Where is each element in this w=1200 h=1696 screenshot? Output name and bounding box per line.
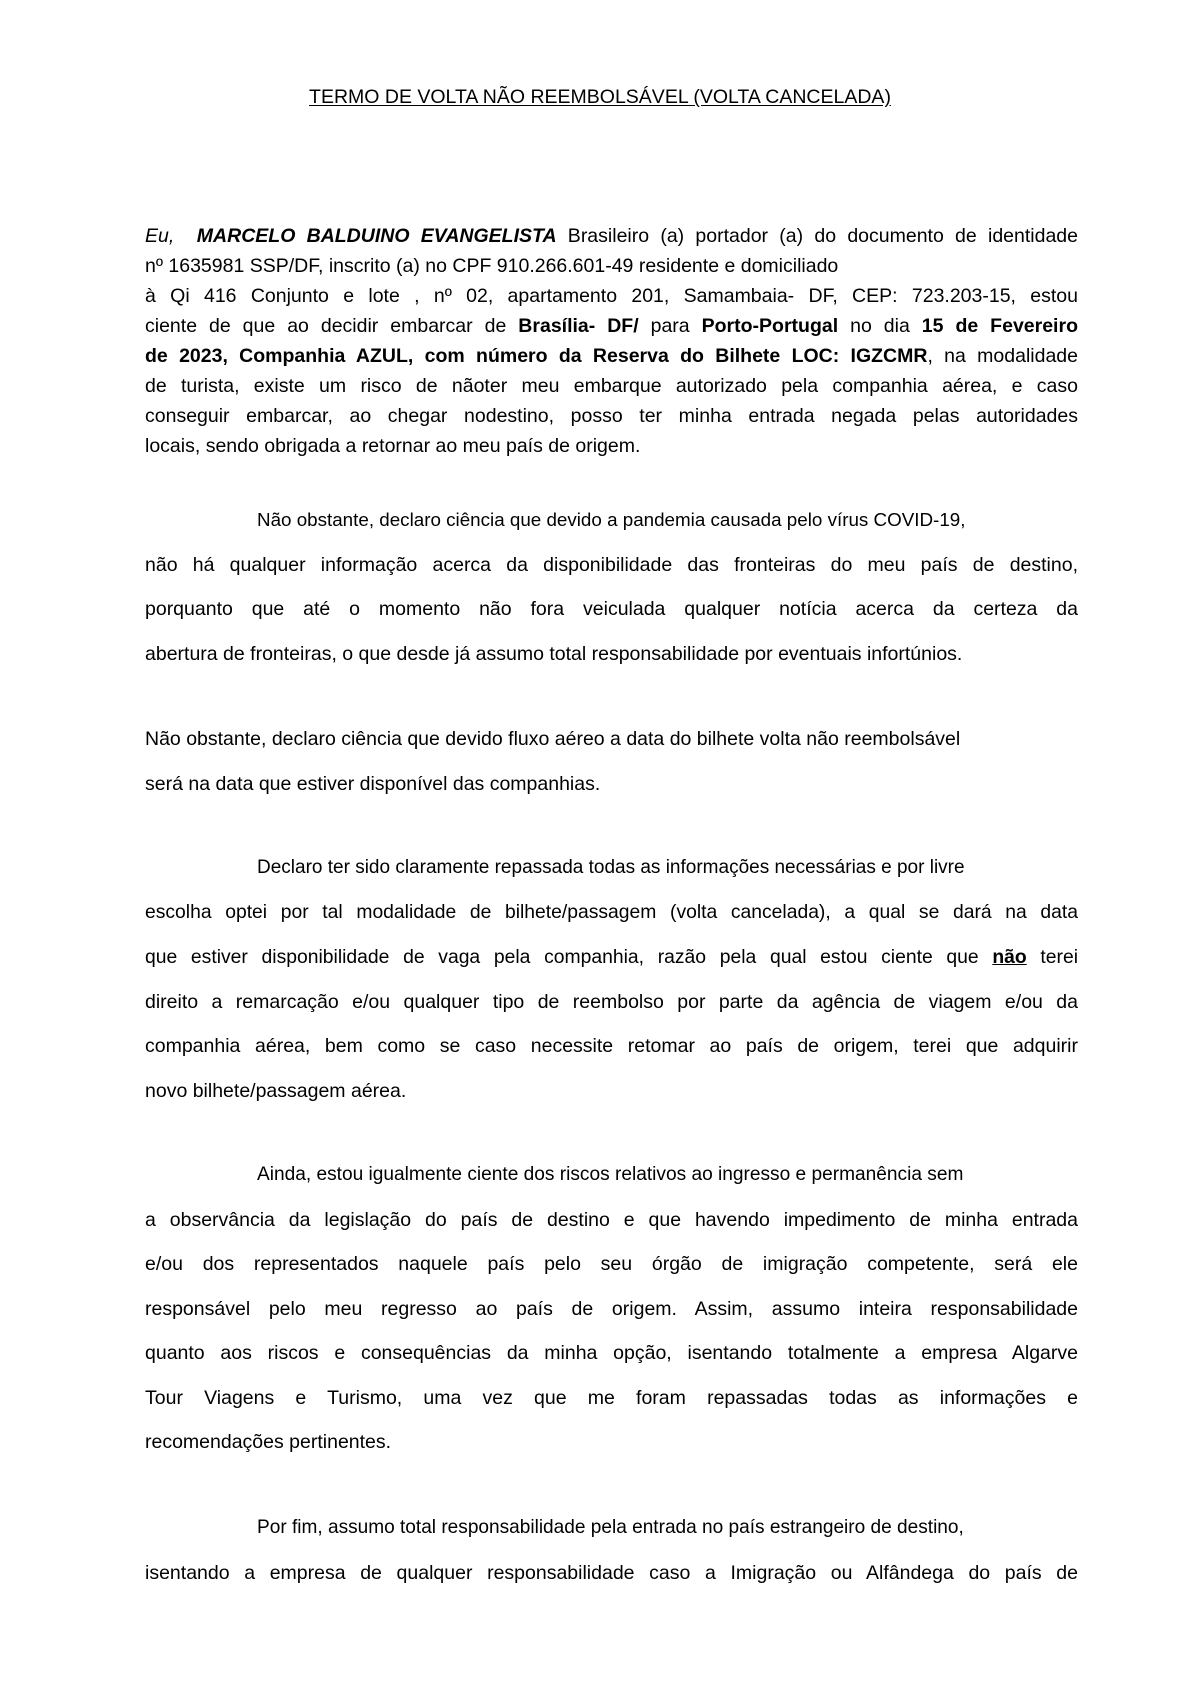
travel-date: 15 de Fevereiro xyxy=(921,315,1078,337)
text-line: escolha optei por tal modalidade de bilhete/passagem (volta cancelada), a qual se dará na data xyxy=(145,901,1078,923)
booking-details: de 2023, Companhia AZUL, com número da Reserva do Bilhete LOC: IGZCMR xyxy=(145,345,928,367)
text-line xyxy=(145,341,1078,371)
text-segment: terei xyxy=(1026,946,1078,968)
text-line: porquanto que até o momento não fora veiculada qualquer notícia acerca da certeza da xyxy=(145,598,1078,620)
declarant-name: MARCELO BALDUINO EVANGELISTA xyxy=(196,225,557,247)
text-line: direito a remarcação e/ou qualquer tipo de reembolso por parte da agência de viagem e/ou da xyxy=(145,990,1078,1013)
text-line: responsável pelo meu regresso ao país de origem. Assim, assumo inteira responsabilidade xyxy=(145,1297,1078,1320)
text-line: companhia aérea, bem como se caso necessite retomar ao país de origem, terei que adquirir xyxy=(145,1035,1078,1057)
paragraph-ticket-choice xyxy=(145,846,1078,1113)
text-line: conseguir embarcar, ao chegar nodestino, posso ter minha entrada negada pelas autoridades xyxy=(145,405,1078,427)
text-segment: Brasileiro (a) portador (a) do documento de identidade xyxy=(556,225,1078,247)
paragraph-air-traffic xyxy=(145,717,1078,806)
destination-city: Porto-Portugal xyxy=(701,315,839,337)
emphasis-nao: não xyxy=(992,946,1027,968)
text-segment: para xyxy=(638,315,702,337)
paragraph-risks xyxy=(145,1153,1078,1465)
text-segment: no dia xyxy=(838,315,922,337)
text-line: locais, sendo obrigada a retornar ao meu país de origem. xyxy=(145,435,641,457)
text-line xyxy=(145,221,1078,251)
text-line: Tour Viagens e Turismo, uma vez que me foram repassadas todas as informações e xyxy=(145,1386,1078,1409)
text-line: Não obstante, declaro ciência que devido fluxo aéreo a data do bilhete volta não reembolsável xyxy=(145,728,961,750)
text-line: Por fim, assumo total responsabilidade pela entrada no país estrangeiro de destino, xyxy=(257,1517,964,1538)
paragraph-identity xyxy=(145,221,1078,461)
text-line xyxy=(145,311,1078,341)
text-line: abertura de fronteiras, o que desde já assumo total responsabilidade por eventuais infortúnios. xyxy=(145,642,963,665)
origin-city: Brasília- DF/ xyxy=(518,315,639,337)
text-line: Declaro ter sido claramente repassada todas as informações necessárias e por livre xyxy=(257,857,965,878)
text-line: quanto aos riscos e consequências da minha opção, isentando totalmente a empresa Algarve xyxy=(145,1342,1078,1364)
document-title: TERMO DE VOLTA NÃO REEMBOLSÁVEL (VOLTA CANCELADA) xyxy=(309,86,891,108)
text-line: recomendações pertinentes. xyxy=(145,1431,392,1453)
text-segment: ciente de que ao decidir embarcar de xyxy=(145,315,519,337)
text-line: de turista, existe um risco de nãoter meu embarque autorizado pela companhia aérea, e caso xyxy=(145,375,1078,397)
text-line: será na data que estiver disponível das companhias. xyxy=(145,772,601,795)
text-line: nº 1635981 SSP/DF, inscrito (a) no CPF 910.266.601-49 residente e domiciliado xyxy=(145,255,839,277)
text-line: à Qi 416 Conjunto e lote , nº 02, apartamento 201, Samambaia- DF, CEP: 723.203-15, estou xyxy=(145,285,1078,307)
paragraph-final xyxy=(145,1506,1078,1595)
text-line xyxy=(145,935,1078,980)
text-segment: que estiver disponibilidade de vaga pela companhia, razão pela qual estou ciente que xyxy=(145,946,993,968)
text-line: a observância da legislação do país de destino e que havendo impedimento de minha entrada xyxy=(145,1208,1078,1231)
text-line: novo bilhete/passagem aérea. xyxy=(145,1079,407,1102)
text-line: Ainda, estou igualmente ciente dos riscos relativos ao ingresso e permanência sem xyxy=(257,1164,964,1185)
text-line: Não obstante, declaro ciência que devido a pandemia causada pelo vírus COVID-19, xyxy=(257,509,966,530)
text-line: isentando a empresa de qualquer responsabilidade caso a Imigração ou Alfândega do país de xyxy=(145,1561,1078,1584)
text-segment: , na modalidade xyxy=(927,345,1078,367)
text-line: e/ou dos representados naquele país pelo seu órgão de imigração competente, será ele xyxy=(145,1253,1078,1275)
paragraph-pandemic xyxy=(145,498,1078,676)
text-line: não há qualquer informação acerca da disponibilidade das fronteiras do meu país de destino, xyxy=(145,553,1078,576)
text-segment: Eu, xyxy=(145,225,175,247)
